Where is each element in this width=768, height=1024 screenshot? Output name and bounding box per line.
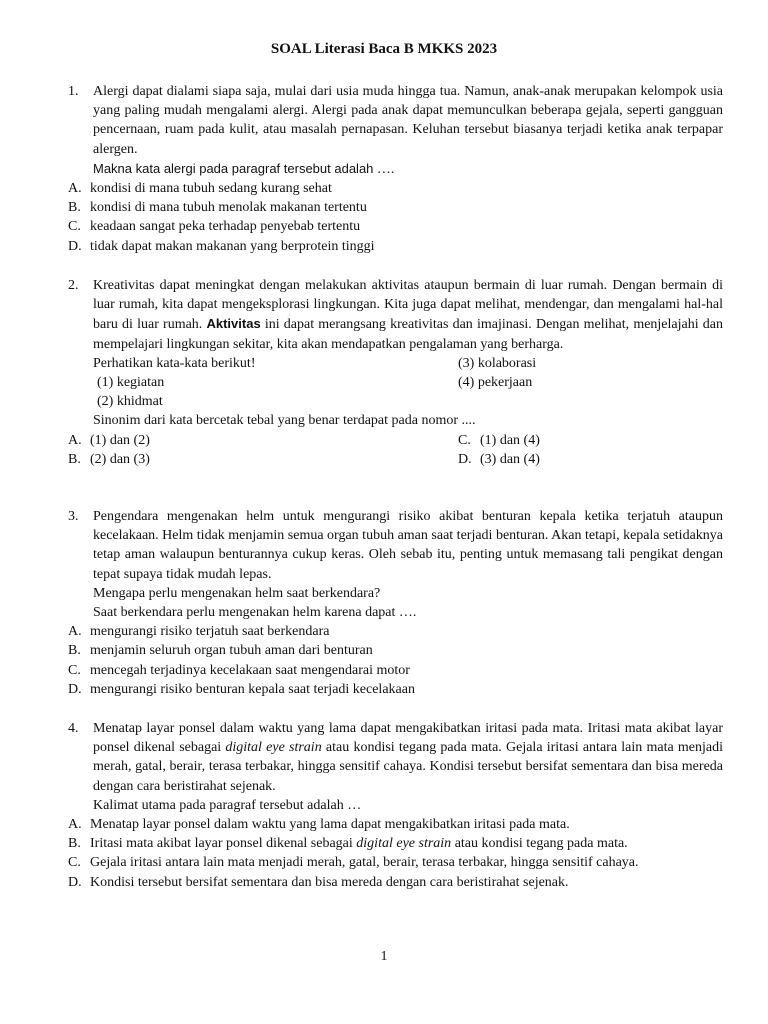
option-a[interactable]: A. kondisi di mana tubuh sedang kurang sehat (68, 181, 332, 197)
question-number: 1. (68, 84, 79, 99)
answer-options (68, 179, 723, 256)
option-d[interactable]: D. mengurangi risiko benturan kepala saat terjadi kecelakaan (68, 681, 415, 697)
question-number: 3. (68, 509, 79, 524)
question-3 (68, 507, 723, 699)
question-paragraph: Menatap layar ponsel dalam waktu yang lama dapat mengakibatkan iritasi pada mata. Iritasi mata akibat layar ponsel dikenal sebagai digital eye strain atau kondisi tegang pada mata. Gejala iritasi antara lain mata menjadi merah, gatal, berair, terasa terbakar, hingga sensitif cahaya. Kondisi tersebut bersifat sementara dan bisa mereda dengan cara beristirahat sejenak. (93, 721, 723, 794)
question-paragraph: Kreativitas dapat meningkat dengan melakukan aktivitas ataupun bermain di luar rumah. Dengan bermain di luar rumah, kita dapat mengeksplorasi lingkungan. Kita juga dapat melihat, mendengar, dan mengalami hal-hal baru di luar rumah. Aktivitas ini dapat merangsang kreativitas dan imajinasi. Dengan melihat, menjelajahi dan mempelajari lingkungan sekitar, kita akan mendapatkan pengalaman yang berharga. (93, 278, 724, 352)
question-paragraph: Alergi dapat dialami siapa saja, mulai dari usia muda hingga tua. Namun, anak-anak merupakan kelompok usia yang paling mudah mengalami alergi. Alergi pada anak dapat memunculkan beberapa gejala, seperti gangguan pencernaan, ruam pada kulit, atau masalah pernapasan. Keluhan tersebut biasanya terjadi ketika anak terpapar alergen. (93, 84, 723, 157)
question-prompt: Mengapa perlu mengenakan helm saat berkendara? (93, 585, 381, 601)
page-number: 1 (380, 949, 388, 964)
option-d[interactable]: D. (3) dan (4) (458, 451, 540, 467)
answer-options (68, 815, 723, 892)
option-d[interactable]: D. Kondisi tersebut bersifat sementara dan bisa mereda dengan cara beristirahat sejenak. (68, 874, 569, 890)
word-list-prompt: Perhatikan kata-kata berikut! (93, 355, 256, 371)
question-number: 4. (68, 721, 79, 736)
question-stem: Saat berkendara perlu mengenakan helm karena dapat …. (93, 605, 417, 621)
answer-options (68, 622, 723, 699)
question-4 (68, 719, 723, 892)
question-prompt: Sinonim dari kata bercetak tebal yang benar terdapat pada nomor .... (93, 413, 476, 429)
word-item: (2) khidmat (97, 394, 163, 410)
word-item: (4) pekerjaan (458, 375, 533, 391)
option-b[interactable]: B. Iritasi mata akibat layar ponsel dikenal sebagai digital eye strain atau kondisi tegang pada mata. (68, 836, 628, 852)
question-2 (68, 276, 723, 469)
question-1 (68, 82, 723, 256)
question-paragraph: Pengendara mengenakan helm untuk mengurangi risiko akibat benturan kepala ketika terjatuh ataupun kecelakaan. Helm tidak menjamin semua organ tubuh aman saat terjadi benturan. Akan tetapi, kepala setidaknya tetap aman walaupun benturannya cukup keras. Oleh sebab itu, penting untuk memasang tali pengikat dengan tepat supaya tidak mudah lepas. (93, 509, 723, 582)
question-number: 2. (68, 278, 79, 293)
option-a[interactable]: A. (1) dan (2) (68, 432, 150, 448)
answer-options (68, 431, 723, 469)
option-d[interactable]: D. tidak dapat makan makanan yang berprotein tinggi (68, 238, 375, 254)
word-list (93, 354, 723, 412)
option-c[interactable]: C. (1) dan (4) (458, 432, 540, 448)
word-item: (3) kolaborasi (458, 355, 537, 371)
option-a[interactable]: A. Menatap layar ponsel dalam waktu yang lama dapat mengakibatkan iritasi pada mata. (68, 817, 570, 833)
option-b[interactable]: B. menjamin seluruh organ tubuh aman dari benturan (68, 643, 373, 659)
word-item: (1) kegiatan (97, 375, 165, 391)
question-prompt: Kalimat utama pada paragraf tersebut adalah … (93, 797, 362, 813)
question-prompt: Makna kata alergi pada paragraf tersebut adalah …. (93, 160, 395, 177)
document-title: SOAL Literasi Baca B MKKS 2023 (270, 41, 498, 57)
bold-word: Aktivitas (206, 316, 261, 332)
option-c[interactable]: C. keadaan sangat peka terhadap penyebab tertentu (68, 219, 361, 235)
option-c[interactable]: C. mencegah terjadinya kecelakaan saat mengendarai motor (68, 662, 410, 678)
option-a[interactable]: A. mengurangi risiko terjatuh saat berkendara (68, 624, 330, 640)
option-b[interactable]: B. (2) dan (3) (68, 451, 150, 467)
option-c[interactable]: C. Gejala iritasi antara lain mata menjadi merah, gatal, berair, terasa terbakar, hingga sensitif cahaya. (68, 855, 639, 871)
option-b[interactable]: B. kondisi di mana tubuh menolak makanan tertentu (68, 200, 367, 216)
